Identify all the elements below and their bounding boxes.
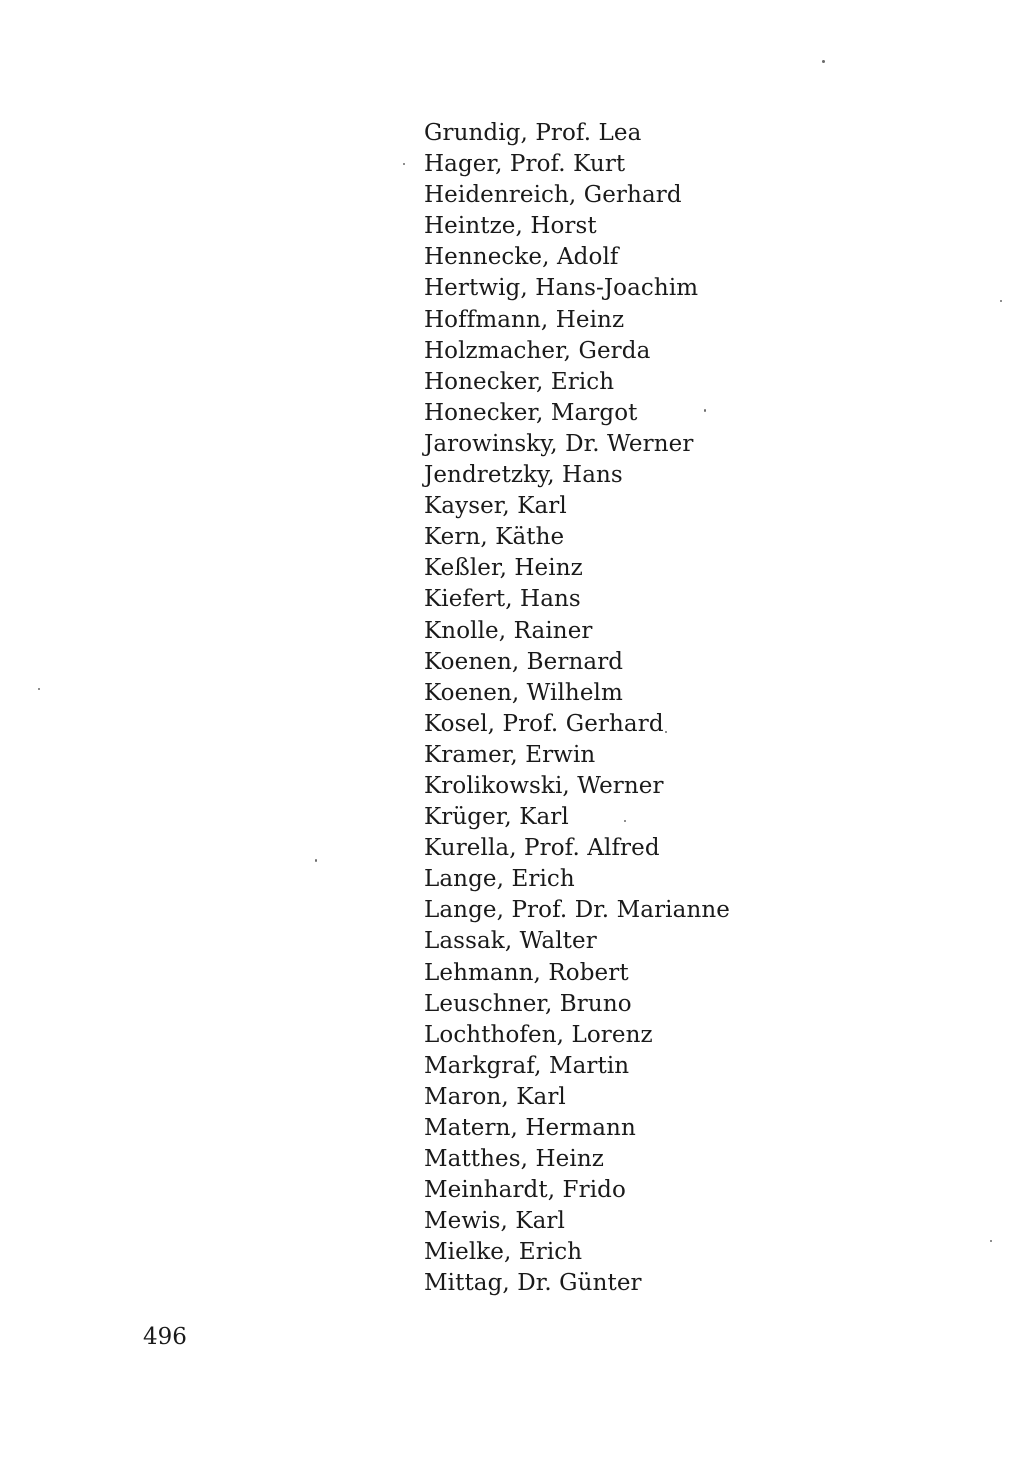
name-entry: Honecker, Erich: [424, 368, 615, 395]
name-entry: Kramer, Erwin: [424, 741, 596, 768]
name-entry: Kosel, Prof. Gerhard: [424, 710, 664, 737]
name-entry: Lehmann, Robert: [424, 959, 629, 986]
name-entry: Lange, Erich: [424, 866, 575, 893]
name-entry: Mittag, Dr. Günter: [424, 1270, 642, 1297]
name-entry: Matern, Hermann: [424, 1115, 636, 1141]
name-entry: Lange, Prof. Dr. Marianne: [424, 897, 730, 924]
name-entry: Meinhardt, Frido: [424, 1177, 626, 1204]
name-entry: Maron, Karl: [424, 1083, 566, 1110]
scan-speck: [38, 688, 40, 690]
name-entry: Jendretzky, Hans: [424, 462, 623, 489]
scan-speck: [315, 859, 317, 862]
name-entry: Kern, Käthe: [424, 524, 565, 551]
name-entry: Knolle, Rainer: [424, 617, 593, 644]
name-entry: Lochthofen, Lorenz: [424, 1021, 653, 1048]
name-entry: Hoffmann, Heinz: [424, 306, 625, 333]
name-entry: Heintze, Horst: [424, 213, 597, 240]
name-entry: Leuschner, Bruno: [424, 990, 632, 1017]
page-number: 496: [143, 1324, 187, 1350]
name-entry: Mewis, Karl: [424, 1208, 565, 1235]
scan-speck: [624, 820, 626, 822]
name-entry: Jarowinsky, Dr. Werner: [424, 430, 694, 457]
scan-speck: [822, 60, 825, 63]
scan-speck: [403, 163, 405, 165]
scan-speck: [704, 409, 706, 412]
name-entry: Keßler, Heinz: [424, 555, 583, 582]
name-entry: Hager, Prof. Kurt: [424, 151, 626, 178]
name-entry: Kurella, Prof. Alfred: [424, 835, 660, 862]
name-entry: Markgraf, Martin: [424, 1052, 630, 1079]
name-entry: Grundig, Prof. Lea: [424, 120, 642, 146]
scan-speck: [990, 1240, 992, 1242]
name-entry: Hennecke, Adolf: [424, 244, 619, 271]
scan-speck: [1000, 300, 1002, 302]
name-entry: Heidenreich, Gerhard: [424, 182, 682, 209]
scan-speck: [665, 731, 667, 733]
name-entry: Koenen, Wilhelm: [424, 679, 623, 706]
name-entry: Koenen, Bernard: [424, 648, 624, 675]
name-entry: Kayser, Karl: [424, 493, 567, 520]
name-entry: Krolikowski, Werner: [424, 772, 664, 799]
name-entry: Lassak, Walter: [424, 928, 597, 955]
name-entry: Kiefert, Hans: [424, 586, 581, 613]
name-entry: Honecker, Margot: [424, 399, 638, 426]
name-entry: Hertwig, Hans-Joachim: [424, 275, 699, 302]
name-entry: Krüger, Karl: [424, 804, 569, 831]
name-entry: Mielke, Erich: [424, 1239, 583, 1266]
name-entry: Holzmacher, Gerda: [424, 337, 651, 364]
name-list: [424, 118, 730, 1300]
name-entry: Matthes, Heinz: [424, 1146, 604, 1173]
